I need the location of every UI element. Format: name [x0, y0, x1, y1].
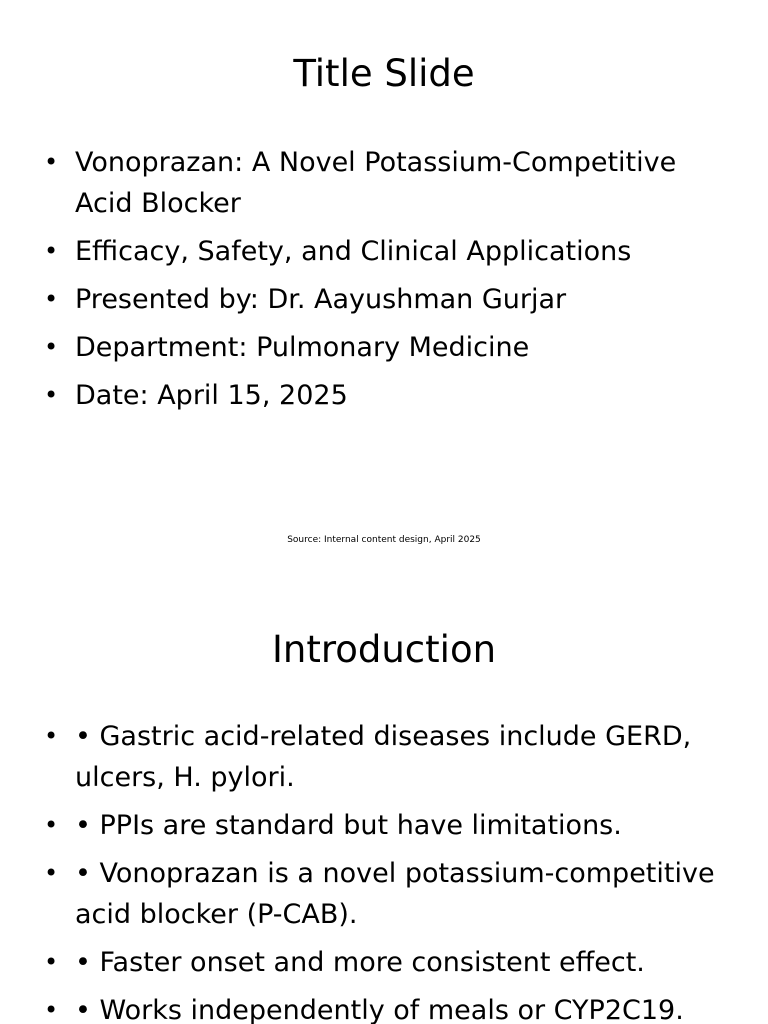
bullet-text: • PPIs are standard but have limitations. [75, 810, 622, 841]
list-item [38, 375, 718, 416]
bullet-icon: • [44, 285, 59, 313]
bullet-icon: • [44, 237, 59, 265]
list-item [38, 327, 718, 368]
list-item [38, 142, 718, 224]
bullet-text: • Works independently of meals or CYP2C19. [75, 995, 684, 1024]
bullet-text: Department: Pulmonary Medicine [75, 332, 530, 363]
source-note: Source: Internal content design, April 2025 [287, 535, 481, 545]
slide-introduction [0, 576, 768, 1024]
bullet-icon: • [44, 333, 59, 361]
list-item [38, 231, 718, 272]
bullet-text: Presented by: Dr. Aayushman Gurjar [75, 284, 567, 315]
list-item [38, 279, 718, 320]
list-item [38, 942, 718, 983]
bullet-icon: • [44, 148, 59, 176]
bullet-list [38, 142, 718, 423]
bullet-icon: • [44, 859, 59, 887]
slide-title: Introduction [271, 628, 497, 671]
bullet-icon: • [44, 722, 59, 750]
bullet-icon: • [44, 381, 59, 409]
bullet-text: Efficacy, Safety, and Clinical Applications [75, 236, 632, 267]
list-item [38, 716, 718, 798]
list-item [38, 805, 718, 846]
list-item [38, 990, 718, 1024]
bullet-text: • Vonoprazan is a novel potassium-competitive acid blocker (P-CAB). [75, 858, 715, 930]
bullet-icon: • [44, 996, 59, 1024]
list-item [38, 853, 718, 935]
bullet-list [38, 716, 718, 1024]
bullet-icon: • [44, 948, 59, 976]
bullet-icon: • [44, 811, 59, 839]
bullet-text: Vonoprazan: A Novel Potassium-Competitive Acid Blocker [75, 147, 677, 219]
bullet-text: • Faster onset and more consistent effect. [75, 947, 645, 978]
slide-title: Title Slide [293, 52, 475, 95]
bullet-text: Date: April 15, 2025 [75, 380, 348, 411]
bullet-text: • Gastric acid-related diseases include GERD, ulcers, H. pylori. [75, 721, 692, 793]
